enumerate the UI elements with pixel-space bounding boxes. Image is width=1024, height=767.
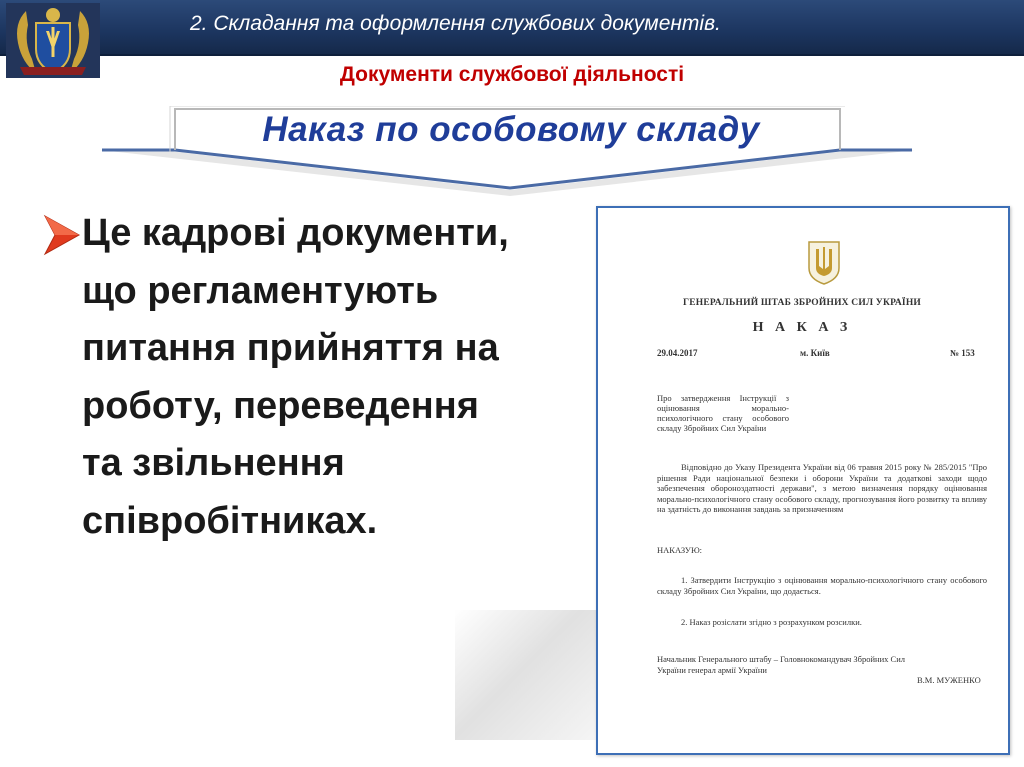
document-organization: ГЕНЕРАЛЬНИЙ ШТАБ ЗБРОЙНИХ СИЛ УКРАЇНИ [683,298,921,308]
document-signature-title: Начальник Генерального штабу – Головнокомандувач Збройних Сил України генерал армії України [657,654,905,675]
trident-icon [806,240,842,285]
section-subtitle: Документи службової діяльності [339,63,685,86]
header-title: 2. Складання та оформлення службових документів. [190,12,721,35]
document-body: Відповідно до Указу Президента України від 06 травня 2015 року № 285/2015 "Про рішення Ради національної безпеки і оборони України та додаткові заходи щодо забезпечення обороноздатності держави", з метою визначення порядку оцінювання морально-психологічного стану особового складу, прогнозування його розвитку та впливу на здатність до виконання завдань за призначенням [657,462,987,514]
document-city: м. Київ [800,348,830,358]
document-shadow [455,610,605,740]
header-bar [0,0,1024,56]
document-number: № 153 [950,348,975,358]
document-signer: В.М. МУЖЕНКО [917,675,981,685]
document-point-1: 1. Затвердити Інструкцію з оцінювання морально-психологічного стану особового складу Збройних Сил України, що додається. [657,575,987,596]
banner-title: Наказ по особовому складу [262,110,760,149]
document-date: 29.04.2017 [657,348,698,358]
document-subject: Про затвердження Інструкції з оцінювання морально-психологічного стану особового складу Збройних Сил України [657,393,789,433]
bullet-text: Це кадрові документи, що регламентують питання прийняття на роботу, переведення та звільнення співробітниках. [82,212,509,542]
document-order-word: НАКАЗУЮ: [657,545,703,555]
arrow-bullet-icon [43,214,83,256]
document-type: Н А К А З [752,320,852,335]
document-point-2: 2. Наказ розіслати згідно з розрахунком розсилки. [681,617,862,627]
